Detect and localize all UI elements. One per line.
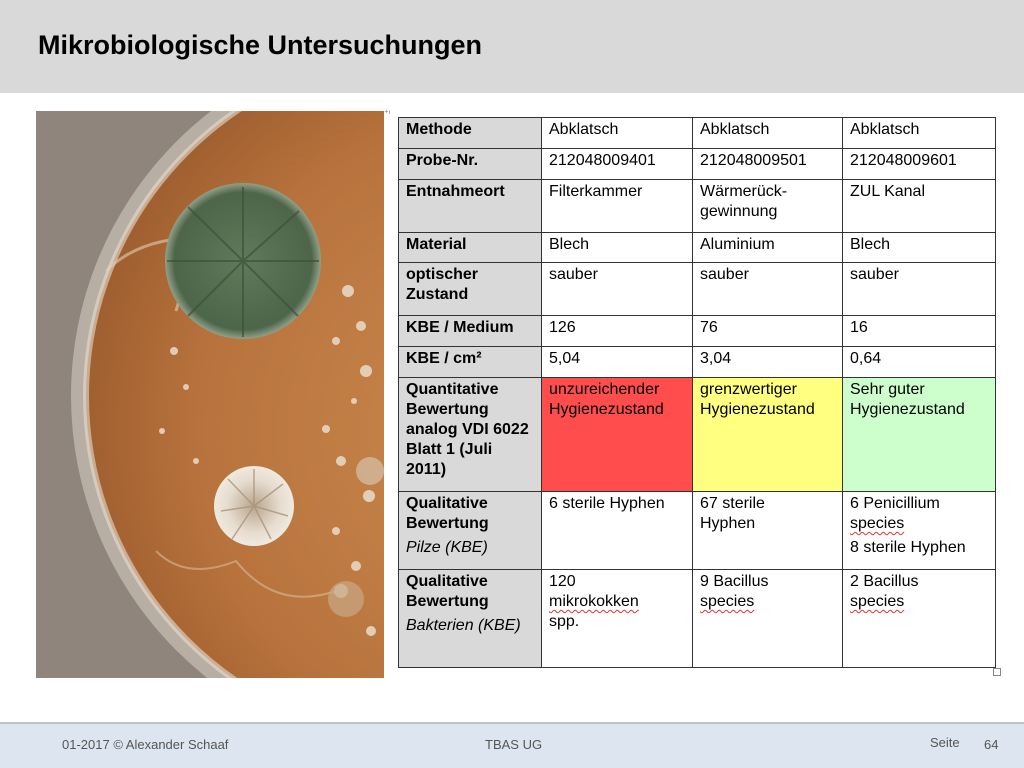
row-label: Qualitative Bewertung [406,495,489,532]
cell-text: 9 Bacillus [700,573,769,590]
data-cell [542,492,693,570]
cell-text: species [850,593,905,610]
cell-text: Hygienezustand [700,401,815,418]
cell-text: Abklatsch [549,121,619,138]
cell-text: mikrokokken [549,593,639,610]
slide-header [0,0,1024,93]
row-label: KBE / Medium [406,319,514,336]
cell-text: spp. [549,613,580,630]
table-row [399,316,996,347]
table-row [399,180,996,233]
row-label-cell [399,263,542,316]
row-label-cell [399,570,542,668]
footer-page-label: Seite [930,735,960,750]
row-label-cell [399,233,542,263]
data-cell [693,378,843,492]
data-cell [843,347,996,378]
table-row [399,149,996,180]
cell-text: Hyphen [700,515,756,532]
data-cell [843,149,996,180]
data-cell [542,118,693,149]
row-sublabel: Pilze (KBE) [406,539,488,556]
data-cell [843,180,996,233]
table-row [399,118,996,149]
data-cell [542,316,693,347]
cell-text: Abklatsch [850,121,920,138]
footer-page-number: 64 [984,737,999,752]
data-cell [843,263,996,316]
data-cell [843,492,996,570]
row-label-cell [399,378,542,492]
cell-text: 6 Penicillium [850,495,940,512]
data-cell [542,233,693,263]
data-cell [843,233,996,263]
data-cell [542,347,693,378]
row-label-cell [399,316,542,347]
cell-text: 212048009501 [700,152,807,169]
cell-text: species [850,515,905,532]
petri-dish-photo [36,111,384,678]
table-row [399,492,996,570]
data-cell [693,263,843,316]
table-row [399,378,996,492]
cell-text: 120 [549,573,576,590]
data-cell [693,118,843,149]
cell-text: Aluminium [700,236,775,253]
data-cell [843,316,996,347]
row-label-cell [399,180,542,233]
cell-text: Abklatsch [700,121,770,138]
table-row [399,263,996,316]
cell-text: sauber [700,266,749,283]
data-cell [693,347,843,378]
cell-text: Hygienezustand [850,401,965,418]
table-row [399,570,996,668]
row-label: Quantitative Bewertung analog VDI 6022 Blatt 1 (Juli 2011) [406,381,529,478]
cell-text: Wärmerück- [700,183,788,200]
cell-text: 8 sterile Hyphen [850,539,966,556]
cell-text: ZUL Kanal [850,183,925,200]
cell-text: 2 Bacillus [850,573,919,590]
data-cell [693,492,843,570]
data-cell [542,263,693,316]
row-label: Methode [406,121,472,138]
cell-text: 126 [549,319,576,336]
row-label: optischer Zustand [406,266,479,303]
cell-text: 0,64 [850,350,882,367]
cell-text: gewinnung [700,203,778,220]
resize-handle-icon[interactable] [993,668,1001,676]
cell-text: 16 [850,319,868,336]
cell-text: grenzwertiger [700,381,797,398]
table-row [399,233,996,263]
cell-text: Blech [850,236,891,253]
data-cell [693,233,843,263]
cell-text: 67 sterile [700,495,765,512]
table-row [399,347,996,378]
slide-footer [0,722,1024,768]
data-cell [693,570,843,668]
cell-text: unzureichender [549,381,660,398]
cell-text: Blech [549,236,590,253]
row-label: KBE / cm² [406,350,482,367]
row-label-cell [399,347,542,378]
slide-title: Mikrobiologische Untersuchungen [38,30,483,60]
petri-dish-image [36,111,384,678]
row-sublabel: Bakterien (KBE) [406,617,521,634]
row-label-cell [399,118,542,149]
data-cell [693,316,843,347]
anchor-icon: ⁺ᶦ [384,108,391,118]
cell-text: 3,04 [700,350,732,367]
row-label: Material [406,236,467,253]
footer-company: TBAS UG [485,737,543,752]
cell-text: species [700,593,755,610]
row-label: Probe-Nr. [406,152,479,169]
data-cell [693,149,843,180]
cell-text: sauber [850,266,899,283]
cell-text: Hygienezustand [549,401,664,418]
cell-text: sauber [549,266,598,283]
cell-text: 76 [700,319,718,336]
row-label: Entnahmeort [406,183,505,200]
row-label-cell [399,149,542,180]
footer-copyright: 01-2017 © Alexander Schaaf [62,737,229,752]
data-cell [542,149,693,180]
cell-text: Filterkammer [549,183,643,200]
row-label-cell [399,492,542,570]
cell-text: 212048009401 [549,152,656,169]
data-cell [542,180,693,233]
row-label: Qualitative Bewertung [406,573,489,610]
data-cell [542,570,693,668]
data-cell [693,180,843,233]
data-cell [843,570,996,668]
results-table [398,117,996,668]
data-cell [542,378,693,492]
cell-text: 6 sterile Hyphen [549,495,665,512]
cell-text: Sehr guter [850,381,925,398]
cell-text: 212048009601 [850,152,957,169]
cell-text: 5,04 [549,350,581,367]
data-cell [843,118,996,149]
data-cell [843,378,996,492]
